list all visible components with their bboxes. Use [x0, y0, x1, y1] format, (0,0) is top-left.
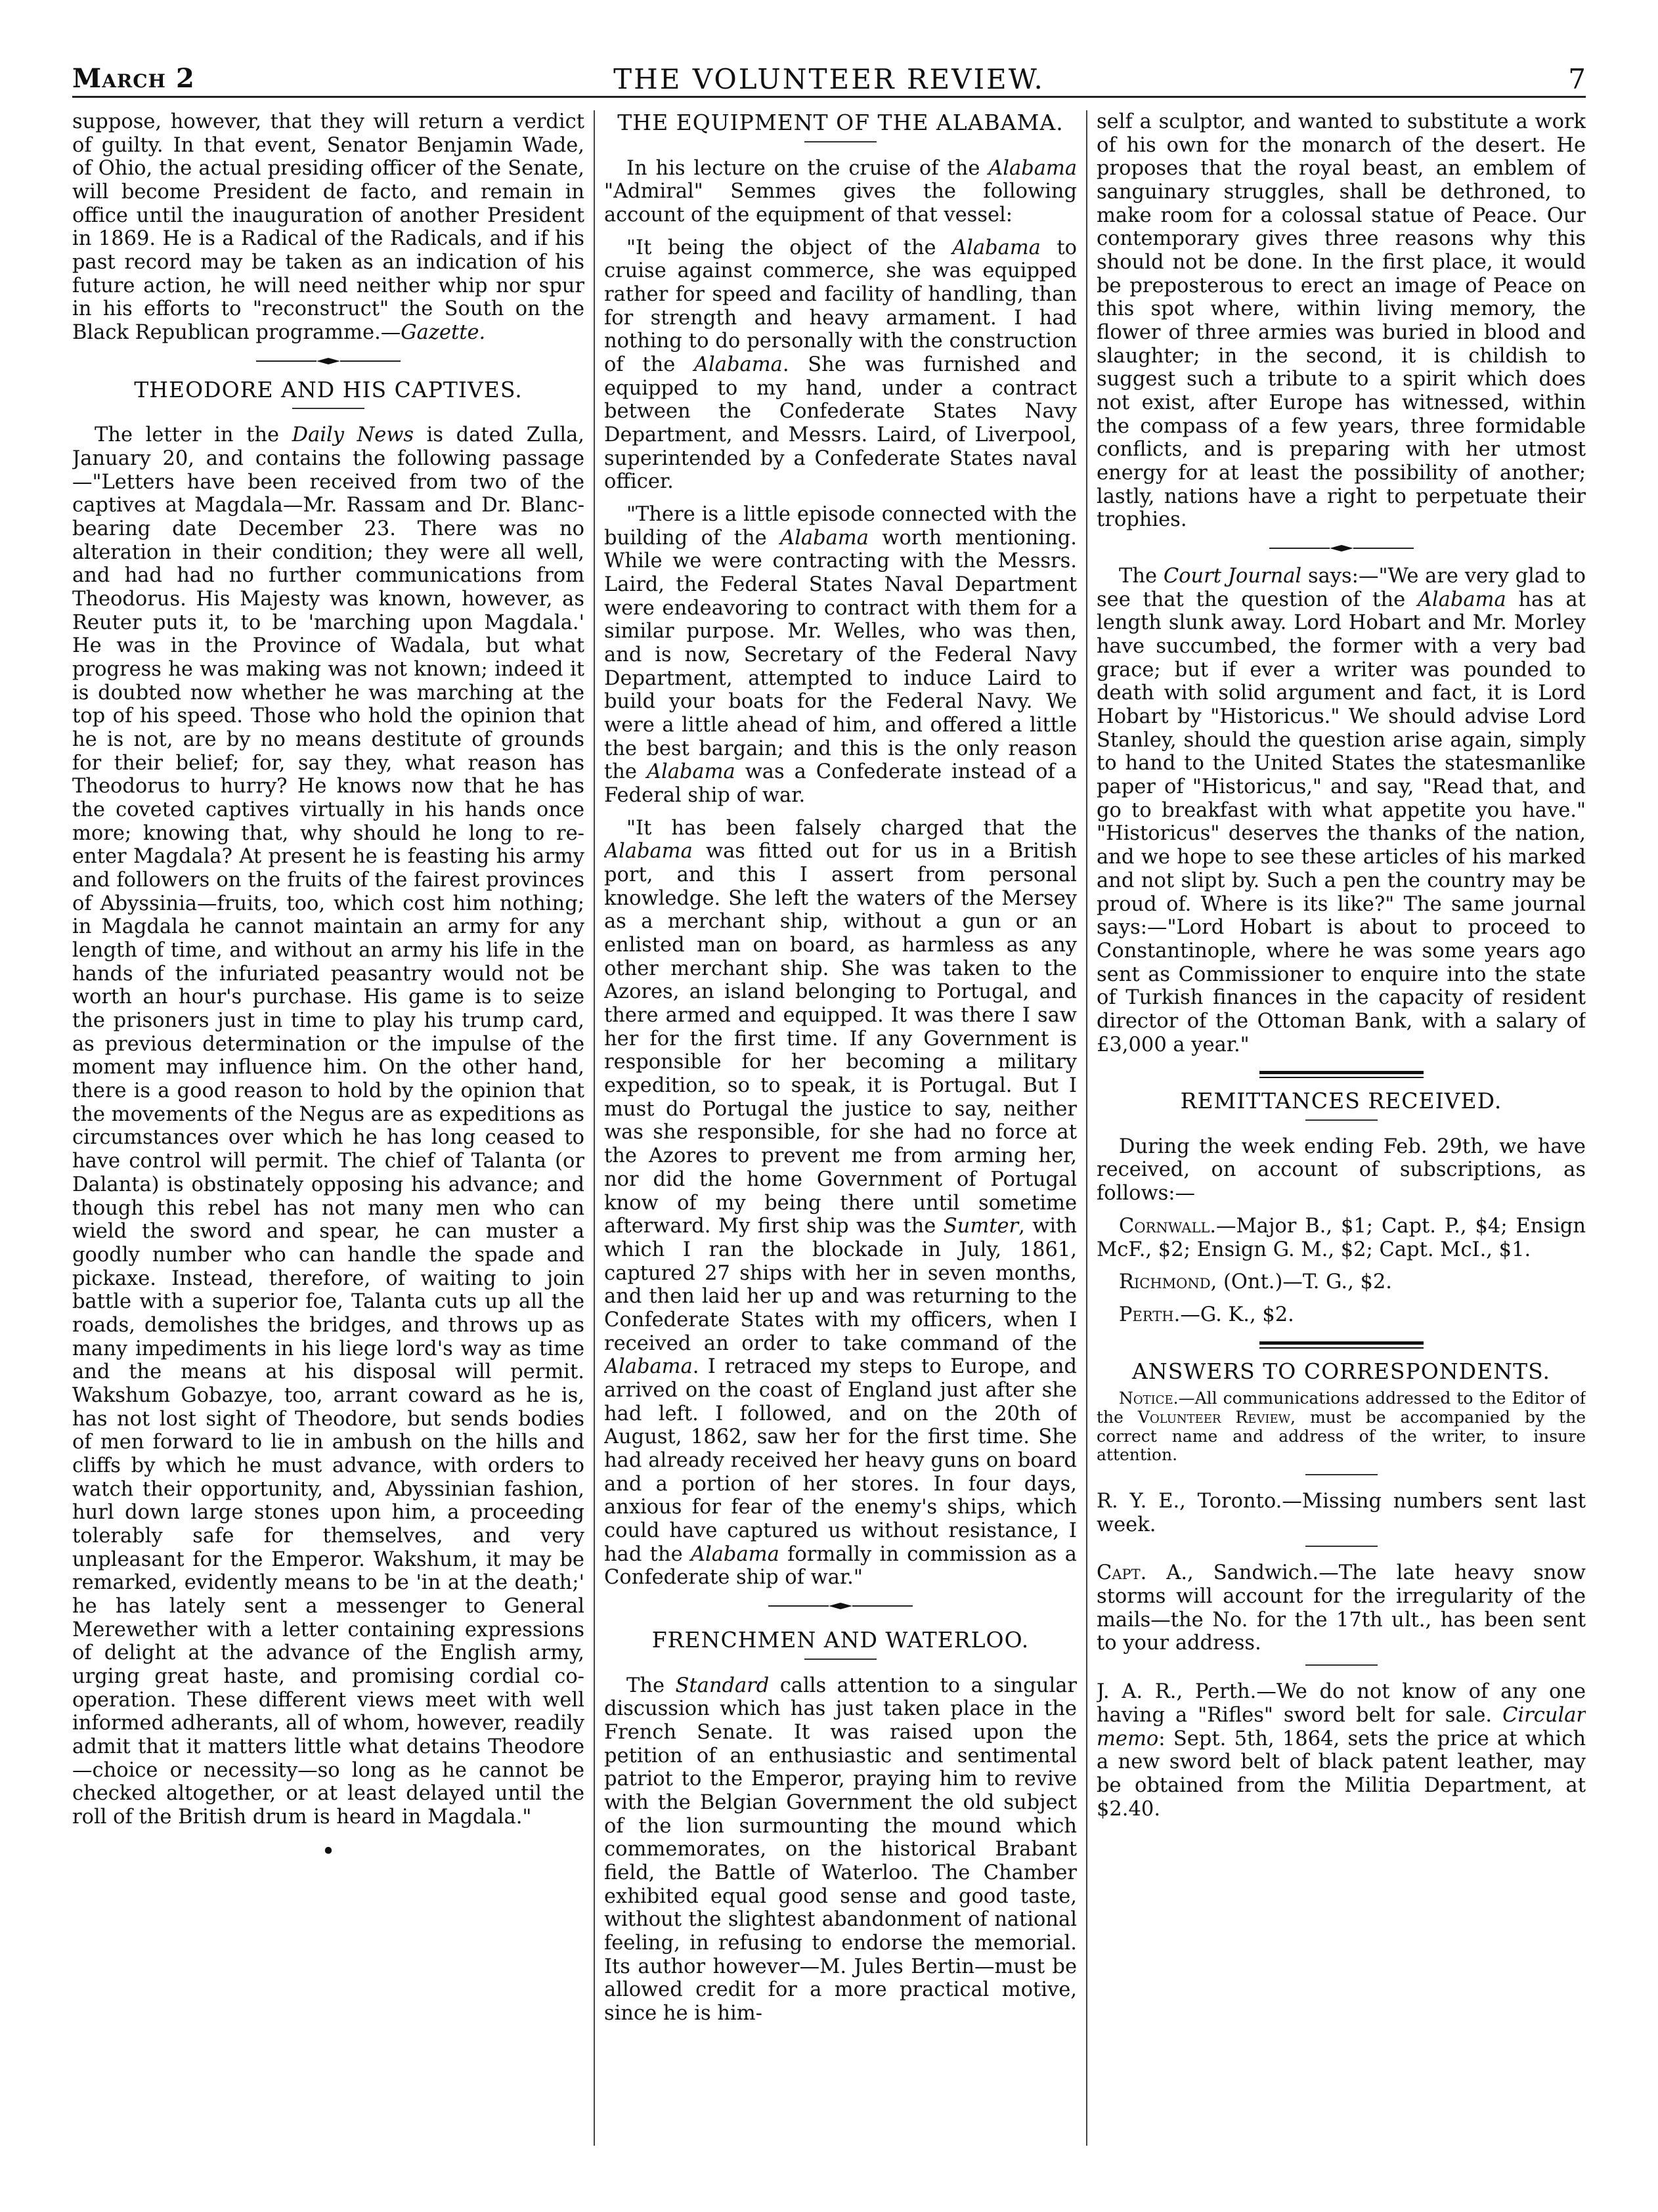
paragraph-text: The [626, 1674, 676, 1697]
ship-name: Alabama [780, 526, 869, 550]
article-paragraph [604, 817, 1077, 1590]
paragraph-text: J. A. R., Perth.—We do not know of any one having a "Rifles" sword belt for sale. [1097, 1680, 1586, 1727]
paragraph-text: "Admiral" Semmes gives the following account of the equipment of that vessel: [604, 180, 1077, 227]
ship-name: Alabama [952, 236, 1041, 259]
article-paragraph [72, 423, 584, 1829]
article-continuation: self a sculptor, and wanted to substitute a work of his own for the monarch of the desert. He proposes that the royal beast, an emblem of sanguinary struggles, shall be dethroned, to make room for a colossal statue of Peace. Our contemporary gives three reasons why this should not be done. In the first place, it would be preposterous to erect an image of Peace on this spot where, within living memory, the flower of three armies was buried in blood and slaughter; in the second, it is childish to suggest such a tribute to a spirit which does not exist, after Europe has witnessed, within the compass of a few years, three formidable conflicts, and is preparing with her utmost energy for at least the possibility of another; lastly, nations have a right to perpetuate their trophies. [1097, 110, 1586, 532]
paragraph-text: is dated Zulla, January 20, and contains the following passage—"Letters have been received from two of the captives at Magdala—Mr. Rassam and Dr. Blanc-bearing date December 23. There was no alteration in their condition; they were all well, and had had no further communications from Theodorus. His Majesty was known, however, as Reuter puts it, to be 'marching upon Magdala.' He was in the Province of Wadala, but what progress he was making was not known; indeed it is doubted now whether he was marching at the top of his speed. Those who hold the opinion that he is not, are by no means destitute of grounds for their belief; for, say they, what reason has Theodorus to hurry? He knows now that he has the coveted captives virtually in his hands once more; knowing that, why should he long to re-enter Magdala? At present he is feasting his army and followers on the fruits of the fairest provinces of Abyssinia—fruits, too, which cost him nothing; in Magdala he cannot maintain an army for any length of time, and without an army his life in the hands of the infuriated peasantry would not be worth an hour's purchase. His game is to seize the prisoners just in time to play his trump card, as previous determination or the impulse of the moment may influence him. On the other hand, there is a good reason to hold by the opinion that the movements of the Negus are as expeditions as circumstances over which he has long ceased to have control will permit. The chief of Talanta (or Dalanta) is obstinately opposing his advance; and though this rebel has not many men who can wield the sword and spear, he can muster a goodly number who can handle the spade and pickaxe. Instead, therefore, of waiting to join battle with a superior foe, Talanta cuts up all the roads, demolishes the bridges, and throws up as many impediments in his liege lord's way as time and the means at his disposal will permit. Wakshum Gobazye, too, arrant coward as he is, has not lost sight of Theodore, but sends bodies of men forward to lie in ambush on the hills and cliffs by which he must advance, with orders to watch their opportunity, and, Abyssinian fashion, hurl down large stones upon him, a proceeding tolerably safe for themselves, and very unpleasant for the Emperor. Wakshum, it may be remarked, evidently means to be 'in at the death;' he has lately sent a messenger to General Merewether with a letter containing expressions of delight at the advance of the English army, urging great haste, and promising cordial co-operation. These different views meet with well informed adherants, all of whom, however, readily admit that it matters little what detains Theodore—choice or necessity—so long as he cannot be checked altogether, or at least delayed until the roll of the British drum is heard in Magdala." [72, 423, 584, 1829]
ship-name: Sumter [943, 1215, 1019, 1238]
newspaper-name: Daily News [292, 423, 414, 447]
newspaper-name: Volunteer Review [1137, 1407, 1291, 1427]
separator-rule [1305, 1664, 1378, 1666]
ornamental-separator [768, 1601, 913, 1611]
article-paragraph [604, 503, 1077, 808]
ship-name: Alabama [690, 1542, 779, 1566]
paragraph-text: was a Confederate instead of a Federal ship of war. [604, 760, 1077, 808]
remittance-text: —G. K., $2. [1180, 1303, 1294, 1326]
section-rule [1259, 1071, 1424, 1078]
issue-date: March 2 [72, 63, 195, 94]
paragraph-text: . I retraced my steps to Europe, and arrived on the coast of England just after she had left. I followed, and on the 20th of August, 1862, saw her for the first time. She had already received her heavy guns on board and a portion of her stores. In four days, anxious for fear of the enemy's ships, which could have captured us without resistance, I had the [604, 1355, 1077, 1566]
article-heading: FRENCHMEN AND WATERLOO. [651, 1626, 1030, 1653]
paragraph-text: "It has been falsely charged that the [626, 816, 1077, 840]
column-3 [1097, 110, 1586, 2185]
remittance-place: Richmond, [1119, 1270, 1217, 1294]
remittance-text: —Major B., $1; Capt. P., $4; Ensign McF., $2; Ensign G. M., $2; Capt. McI., $1. [1097, 1214, 1586, 1261]
section-rule [1259, 1341, 1424, 1349]
separator-rule [1305, 1474, 1378, 1475]
notice-paragraph [1097, 1389, 1586, 1465]
answer-entry [1097, 1680, 1586, 1821]
paragraph-text: "It being the object of the [626, 236, 953, 259]
paragraph-text: In his lecture on the cruise of the [626, 156, 989, 180]
heading-rule [804, 1659, 877, 1660]
running-head [72, 63, 1586, 98]
answer-entry: R. Y. E., Toronto.—Missing numbers sent last week. [1097, 1490, 1586, 1536]
paragraph-text: to cruise against commerce, she was equipped rather for speed and facility of handling, than for strength and heavy armament. I had nothing to do personally with the construction of the [604, 236, 1077, 376]
heading-rule [292, 408, 364, 409]
paragraph-text: : Sept. 5th, 1864, sets the price at which a new sword belt of black patent leather, may be obtained from the Militia Department, at $2.40. [1097, 1727, 1586, 1821]
article-paragraph [1097, 565, 1586, 1056]
notice-label: Notice. [1119, 1389, 1179, 1408]
article-paragraph [604, 236, 1077, 494]
answer-entry [1097, 1561, 1586, 1655]
newspaper-name: Court Journal [1163, 565, 1302, 588]
paragraph-text: , with which I ran the blockade in July, 1861, captured 27 ships with her in seven months, and then laid her up and was returning to the Confederate States with my officers, when I received an order to take command of the [604, 1215, 1077, 1355]
correspondent-name: Capt. A. [1097, 1561, 1188, 1585]
paragraph-text: suppose, however, that they will return a verdict of guilty. In that event, Senator Benjamin Wade, of Ohio, the actual presiding officer of the Senate, will become President de facto, and remain in office until the inauguration of another President in 1869. He is a Radical of the Radicals, and if his past record may be taken as an indication of his future action, he will need neither whip nor spur in his efforts to "reconstruct" the South on the Black Republican programme.— [72, 110, 584, 345]
heading-rule [1305, 1119, 1378, 1121]
remittance-entry [1097, 1215, 1586, 1261]
page-number: 7 [1568, 63, 1586, 95]
paragraph-text: calls attention to a singular discussion which has just taken place in the French Senate. It was raised upon the petition of an enthusiastic and sentimental patriot to the Emperor, praying him to revive with the Belgian Government the old subject of the lion surmounting the mound which commemorates, on the historical Brabant field, the Battle of Waterloo. The Chamber exhibited equal good sense and good taste, without the slightest abandonment of national feeling, in refusing to endorse the memorial. Its author however—M. Jules Bertin—must be allowed credit for a more practical motive, since he is him- [604, 1674, 1077, 2025]
remittance-place: Cornwall. [1119, 1214, 1217, 1238]
article-heading: THE EQUIPMENT OF THE ALABAMA. [617, 110, 1064, 135]
column-2 [604, 110, 1077, 2185]
section-heading-remittances: REMITTANCES RECEIVED. [1180, 1088, 1502, 1114]
paragraph-text: The [1119, 565, 1164, 588]
ship-name: Alabama [604, 840, 693, 863]
paragraph-text: —All communications addressed to the Editor of the [1097, 1389, 1586, 1427]
ornamental-separator [256, 357, 401, 366]
article-paragraph [604, 1674, 1077, 2026]
paragraph-text: has at length slunk away. Lord Hobart and Mr. Morley have succumbed, the former with a very bad grace; but if ever a writer was pounded to death with solid argument and fact, it is Lord Hobart by "Historicus." We should advise Lord Stanley, should the question arise again, simply to hand to the United States the statesmanlike paper of "Historicus," and say, "Read that, and go to breakfast with what appetite you have." "Historicus" deserves the thanks of the nation, and we hope to see these articles of his marked and not slipt by. Such a pen the country may be proud of. Where is its like?" The same journal says:—"Lord Hobart is about to proceed to Constantinople, where he was some years ago sent as Commissioner to enquire into the state of Turkish finances in the capacity of resident director of the Ottoman Bank, with a salary of £3,000 a year." [1097, 588, 1586, 1056]
article-heading: THEODORE AND HIS CAPTIVES. [134, 376, 523, 402]
ship-name: Alabama [694, 353, 783, 376]
paragraph-text: formally in commission as a Confederate ship of war." [604, 1542, 1077, 1590]
column-1 [72, 110, 584, 2185]
heading-rule [804, 141, 877, 142]
newspaper-name: Standard [675, 1674, 770, 1697]
ship-name: Alabama [604, 1355, 693, 1379]
separator-rule [1305, 1546, 1378, 1547]
paragraph-text: , must be accompanied by the correct name and address of the writer, to insure attention. [1097, 1407, 1586, 1465]
article-continuation [72, 110, 584, 345]
column-divider [1086, 110, 1087, 2146]
paragraph-text: The letter in the [95, 423, 292, 447]
remittances-intro: During the week ending Feb. 29th, we have received, on account of subscriptions, as follows:— [1097, 1135, 1586, 1205]
remittance-entry [1097, 1270, 1586, 1294]
ship-name: Alabama [988, 156, 1077, 180]
paragraph-text: says:—"We are very glad to see that the question of the [1097, 565, 1586, 611]
end-mark: • [321, 1838, 336, 1865]
article-paragraph [604, 157, 1077, 227]
remittance-entry [1097, 1303, 1586, 1327]
paragraph-text: "There is a little episode connected with the building of the [604, 503, 1077, 550]
remittance-place: Perth. [1119, 1303, 1181, 1326]
paragraph-text: worth mentioning. While we were contracting with the Messrs. Laird, the Federal States Naval Department were endeavoring to contract with them for a similar purpose. Mr. Welles, who was then, and is now, Secretary of the Federal Navy Department, attempted to induce Laird to build your boats for the Federal Navy. We were a little ahead of him, and offered a little the best bargain; and this is the only reason the [604, 526, 1077, 784]
paragraph-text: was fitted out for us in a British port, and this I assert from personal knowledge. She left the waters of the Mersey as a merchant ship, without a gun or an enlisted man on board, as harmless as any other merchant ship. She was taken to the Azores, an island belonging to Portugal, and there armed and equipped. It was there I saw her for the first time. If any Government is responsible for her becoming a military expedition, so to speak, it is Portugal. But I must do Portugal the justice to say, neither was she responsible, for she had no force at the Azores to prevent me from arming her, nor did the home Government of Portugal know of my being there until sometime afterward. My first ship was the [604, 840, 1077, 1238]
remittance-text: (Ont.)—T. G., $2. [1217, 1270, 1392, 1294]
ship-name: Alabama [646, 760, 735, 784]
ship-name: Alabama [1417, 588, 1506, 611]
ornamental-separator [1269, 544, 1414, 553]
section-heading-answers: ANSWERS TO CORRESPONDENTS. [1132, 1358, 1550, 1384]
publication-title: THE VOLUNTEER REVIEW. [613, 63, 1045, 95]
memo-label: Circular memo [1097, 1703, 1586, 1750]
paragraph-text: , Sandwich.—The late heavy snow storms will account for the irregularity of the mails—the No. for the 17th ult., has been sent to your address. [1097, 1561, 1586, 1655]
paragraph-text: . She was furnished and equipped to my hand, under a contract between the Confederate States Navy Department, and Messrs. Laird, of Liverpool, superintended by a Confederate States naval officer. [604, 353, 1077, 494]
source-credit: Gazette. [401, 321, 486, 345]
column-divider [594, 110, 595, 2146]
